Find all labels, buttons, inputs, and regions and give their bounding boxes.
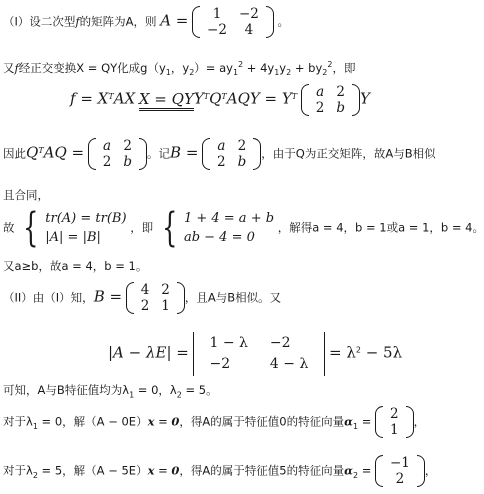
vector-x: x [147,463,155,478]
text: 可知，A与B特征值均为λ [3,383,130,397]
text: = [358,463,372,478]
vector-x: x [147,414,155,429]
eq-part: − 5λ [360,343,403,362]
system-row: ab − 4 = 0 [183,230,255,245]
matrix-cell: 2 [102,154,112,171]
line-congruent [3,189,49,203]
text: ）= ay [194,60,233,75]
vector-cell: 2 [395,471,405,488]
paren-right [266,6,274,38]
matrix-ab [88,138,147,170]
paren-right [139,138,147,170]
text: ，由于Q为正交矩阵，故A与B相似 [261,146,436,161]
equation-characteristic [108,332,402,376]
text: ，且A与B相似。又 [184,290,282,305]
text-period: 。 [277,14,289,29]
matrix-cell: 4 [244,22,254,39]
text: ，得A的属于特征值5的特征向量 [179,463,345,478]
text: = 5，解（A − 5E） [37,463,148,478]
superscript: T [108,91,114,101]
text: ， [424,463,437,478]
text: 。记 [147,146,171,161]
superscript: T [38,145,44,155]
text: 对于λ [3,463,33,478]
symbol-f: f [14,60,19,75]
matrix-cell: 2 [123,138,132,154]
eq-part: B = [170,143,199,162]
line-part2-intro [3,282,281,314]
matrix-cell: 2 [161,282,170,298]
system-ab [184,209,274,247]
text: 对于λ [3,414,33,429]
superscript: T [203,91,210,101]
eq-part: B = [93,287,123,306]
matrix-cell: b [336,100,346,117]
paren-left [202,138,210,170]
subscript: 1 [352,421,359,431]
superscript: 2 [238,60,244,69]
symbol-alpha: α [344,463,353,478]
text: = [154,414,172,429]
matrix-cell: −2 [207,22,227,39]
vector-cell: 1 [390,422,399,439]
det-cell: 4 − λ [269,355,309,372]
text: 又 [3,60,15,75]
equation-quadratic-form: $f = X^TAX$ $X = QYY^TQ^TAQY = Y^T$ a 2 2 b Y [70,84,370,117]
text: 又a≥b，故a = 4，b = 1。 [3,259,148,273]
text: ，得A的属于特征值0的特征向量 [179,414,345,429]
line-conclusion-ab [3,260,147,274]
vector-alpha1 [375,406,414,438]
line-eigenvector-1 [3,406,425,438]
matrix-cell: 2 [336,84,346,100]
subscript: 1 [165,68,171,78]
text: 经正交变换X = QY化成g（y [18,60,166,75]
subscript: 2 [32,470,38,480]
eq-part: = λ [329,343,356,362]
eq-part: AX [113,89,136,108]
line-eigenvalues [3,384,218,400]
text: ，解得a = 4，b = 1或a = 1，b = 4。 [277,220,484,235]
matrix-cell: 1 [212,6,222,22]
paren-right [352,84,360,116]
det-cell: −2 [209,355,231,372]
text: = [154,463,172,478]
paren-right [417,455,425,487]
subscript: 2 [189,68,195,78]
matrix-cell: 4 [140,282,150,298]
subscript: 1 [232,68,239,78]
paren-left [375,406,383,438]
matrix-cell: a [316,84,325,100]
matrix-b-ab [202,138,261,170]
paren-left [375,455,383,487]
label-a-eq: A = [160,11,189,30]
vector-zero: 0 [171,414,180,429]
matrix-cell: 2 [140,298,150,315]
subscript: 1 [274,68,280,78]
eq-part: f = X [70,89,109,108]
superscript: T [291,91,298,101]
subscript: 1 [32,421,38,431]
text: = 0，λ [134,383,177,397]
text-intro2: 的矩阵为A，则 [79,14,157,29]
text: ，即 [130,220,154,235]
text-intro: （I）设二次型 [3,14,76,29]
paren-right [177,282,185,314]
vector-alpha2 [375,455,425,487]
symbol-alpha: α [344,414,353,429]
matrix-ab [301,84,360,116]
eq-part: AQY = Y [226,89,292,108]
line-matrix-a [3,6,289,38]
paren-left [126,282,134,314]
vector-zero: 0 [171,463,180,478]
line-orthogonal-transform [3,60,355,78]
determinant [193,332,326,376]
paren-right [406,406,414,438]
eq-part: Y [360,89,370,108]
det-cell: 1 − λ [209,335,248,351]
matrix-b [126,282,185,314]
paren-right [253,138,261,170]
system-trace-det [45,209,126,247]
subscript: 1 [129,390,135,400]
paren-left [301,84,309,116]
matrix-cell: a [103,138,112,154]
superscript: 2 [355,345,361,355]
line-eigenvector-2 [3,455,436,487]
matrix-cell: b [123,154,133,171]
paren-left [88,138,96,170]
matrix-a [192,6,274,38]
text: 因此 [3,146,26,161]
matrix-cell: 2 [315,100,325,117]
eq-part: AQ = [43,143,85,162]
text: 且合同， [3,188,49,202]
line-similar-matrices [3,138,436,170]
subscript: 2 [322,68,328,78]
subscript: 2 [176,390,182,400]
matrix-cell: 1 [161,298,170,315]
brace-left: { [23,205,39,251]
superscript: T [221,91,227,101]
brace-left: { [161,205,178,251]
eq-underlined: X = QY [139,90,194,111]
text: 故 [3,220,15,235]
matrix-cell: 2 [237,138,247,154]
text: = [358,414,372,429]
text: ，即 [332,60,356,75]
matrix-cell: −2 [238,6,259,22]
vector-cell: 2 [390,406,399,422]
system-row: tr(A) = tr(B) [45,211,127,226]
system-row: |A| = |B| [45,230,101,245]
text: y [279,60,287,75]
subscript: 2 [286,68,292,78]
matrix-cell: b [237,154,247,171]
text: （II）由（I）知， [3,290,94,305]
subscript: 2 [352,470,359,480]
eq-part: Q [26,143,39,162]
text: ，y [170,60,190,75]
text: = 5。 [181,383,218,397]
matrix-cell: 2 [217,154,226,171]
system-row: 1 + 4 = a + b [183,211,275,226]
text: + by [291,60,323,75]
paren-left [192,6,200,38]
eq-part: |A − λE| = [108,343,189,362]
eq-part: Q [209,89,222,108]
det-cell: −2 [269,335,291,351]
text: ， [413,414,426,429]
text: + 4y [243,60,275,75]
vector-cell: −1 [390,455,410,471]
symbol-f: f [75,14,80,29]
line-systems [3,205,484,251]
superscript: 2 [327,60,333,69]
text: = 0，解（A − 0E） [37,414,148,429]
matrix-cell: a [217,138,226,154]
